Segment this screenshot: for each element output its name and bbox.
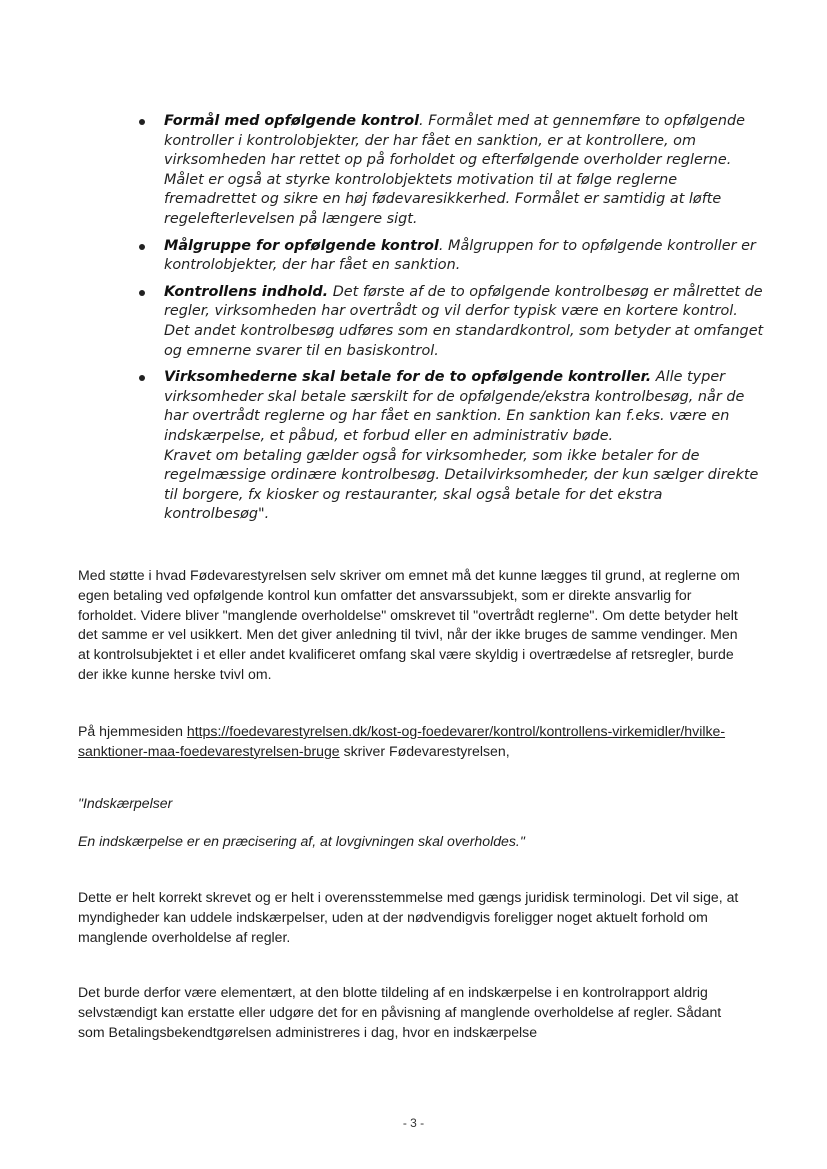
list-item (136, 112, 766, 230)
paragraph-1: Med støtte i hvad Fødevarestyrelsen selv skriver om emnet må det kunne lægges til grund, at reglerne om egen betaling ved opfølgende kontrol kun omfatter det ansvarssubjekt, som er direkte ansvarlig for forholdet. Videre bliver "manglende overholdelse" omskrevet til "overtrådt reglerne". Om dette betyder helt det samme er vel usikkert. Men det giver anledning til tvivl, når der ikke bruges de samme vendinger. Men at kontrolsubjektet i et eller andet kvalificeret omfang skal være skyldig i overtrædelse af retsregler, burde der ikke kunne herske tvivl om. (78, 567, 740, 682)
bullet-lead: Målgruppe for opfølgende kontrol (164, 237, 439, 254)
bullet-text: . Formålet med at gennemføre to opfølgende kontroller i kontrolobjekter, der har fået en sanktion, er at kontrollere, om virksomheden har rettet op på forholdet og efterfølgende overholder reglerne. Målet er også at styrke kontrolobjektets motivation til at følge reglerne fremadrettet og sikre en høj fødevaresikkerhed. Formålet er samtidig at løfte regelefterlevelsen på længere sigt. (164, 113, 745, 227)
bullet-dot-icon (139, 375, 145, 381)
bullet-text-continued: Kravet om betaling gælder også for virksomheder, som ikke betaler for de regelmæssige ordinære kontrolbesøg. Detailvirksomheder, der kun sælger direkte til borgere, fx kiosker og restauranter, skal også betale for det ekstra kontrolbesøg". (164, 447, 759, 523)
bullet-text: Alle typer virksomheder skal betale særskilt for de opfølgende/ekstra kontrolbesøg, når de har overtrådt reglerne og har fået en sanktion. En sanktion kan f.eks. være en indskærpelse, et påbud, et forbud eller en administrativ bøde. (164, 369, 745, 444)
list-item (136, 368, 766, 525)
paragraph-3: Dette er helt korrekt skrevet og er helt i overensstemmelse med gængs juridisk terminologi. Det vil sige, at myndigheder kan uddele indskærpelser, uden at der nødvendigvis foreligger noget aktuelt forhold om manglende overholdelse af regler. (78, 889, 739, 945)
page-number: - 3 - (402, 1116, 425, 1130)
bullet-dot-icon (139, 290, 145, 296)
paragraph-2 (78, 722, 748, 762)
quote-text: En indskærpelse er en præcisering af, at lovgivningen skal overholdes." (78, 833, 525, 849)
quote-heading: "Indskærpelser (78, 795, 173, 811)
bullet-lead: Formål med opfølgende kontrol (164, 113, 420, 129)
paragraph-4: Det burde derfor være elementært, at den blotte tildeling af en indskærpelse i en kontrolrapport aldrig selvstændigt kan erstatte eller udgøre det for en påvisning af manglende overholdelse af regler. Sådant som Betalingsbekendtgørelsen administreres i dag, hvor en indskærpelse (78, 984, 722, 1040)
bullet-text: . Målgruppen for to opfølgende kontroller er kontrolobjekter, der har fået en sanktion. (164, 237, 756, 274)
bullet-lead: Kontrollens indhold. (164, 283, 329, 300)
paragraph-2-suffix: skriver Fødevarestyrelsen, (339, 742, 510, 759)
bullet-text: Det første af de to opfølgende kontrolbesøg er målrettet de regler, virksomheden har overtrådt og vil derfor typisk være en kortere kontrol. Det andet kontrolbesøg udføres som en standardkontrol, som betyder at omfanget og emnerne svarer til en basiskontrol. (164, 283, 764, 359)
list-item (136, 283, 766, 361)
bullet-list (136, 112, 766, 532)
bullet-dot-icon (139, 119, 145, 125)
source-link[interactable]: https://foedevarestyrelsen.dk/kost-og-foedevarer/kontrol/kontrollens-virkemidler/hvilke-sanktioner-maa-foedevarestyrelsen-bruge (78, 723, 726, 759)
bullet-lead: Virksomhederne skal betale for de to opfølgende kontroller. (164, 369, 652, 386)
paragraph-2-prefix: På hjemmesiden (78, 723, 187, 739)
bullet-dot-icon (139, 244, 145, 250)
list-item (136, 237, 766, 276)
